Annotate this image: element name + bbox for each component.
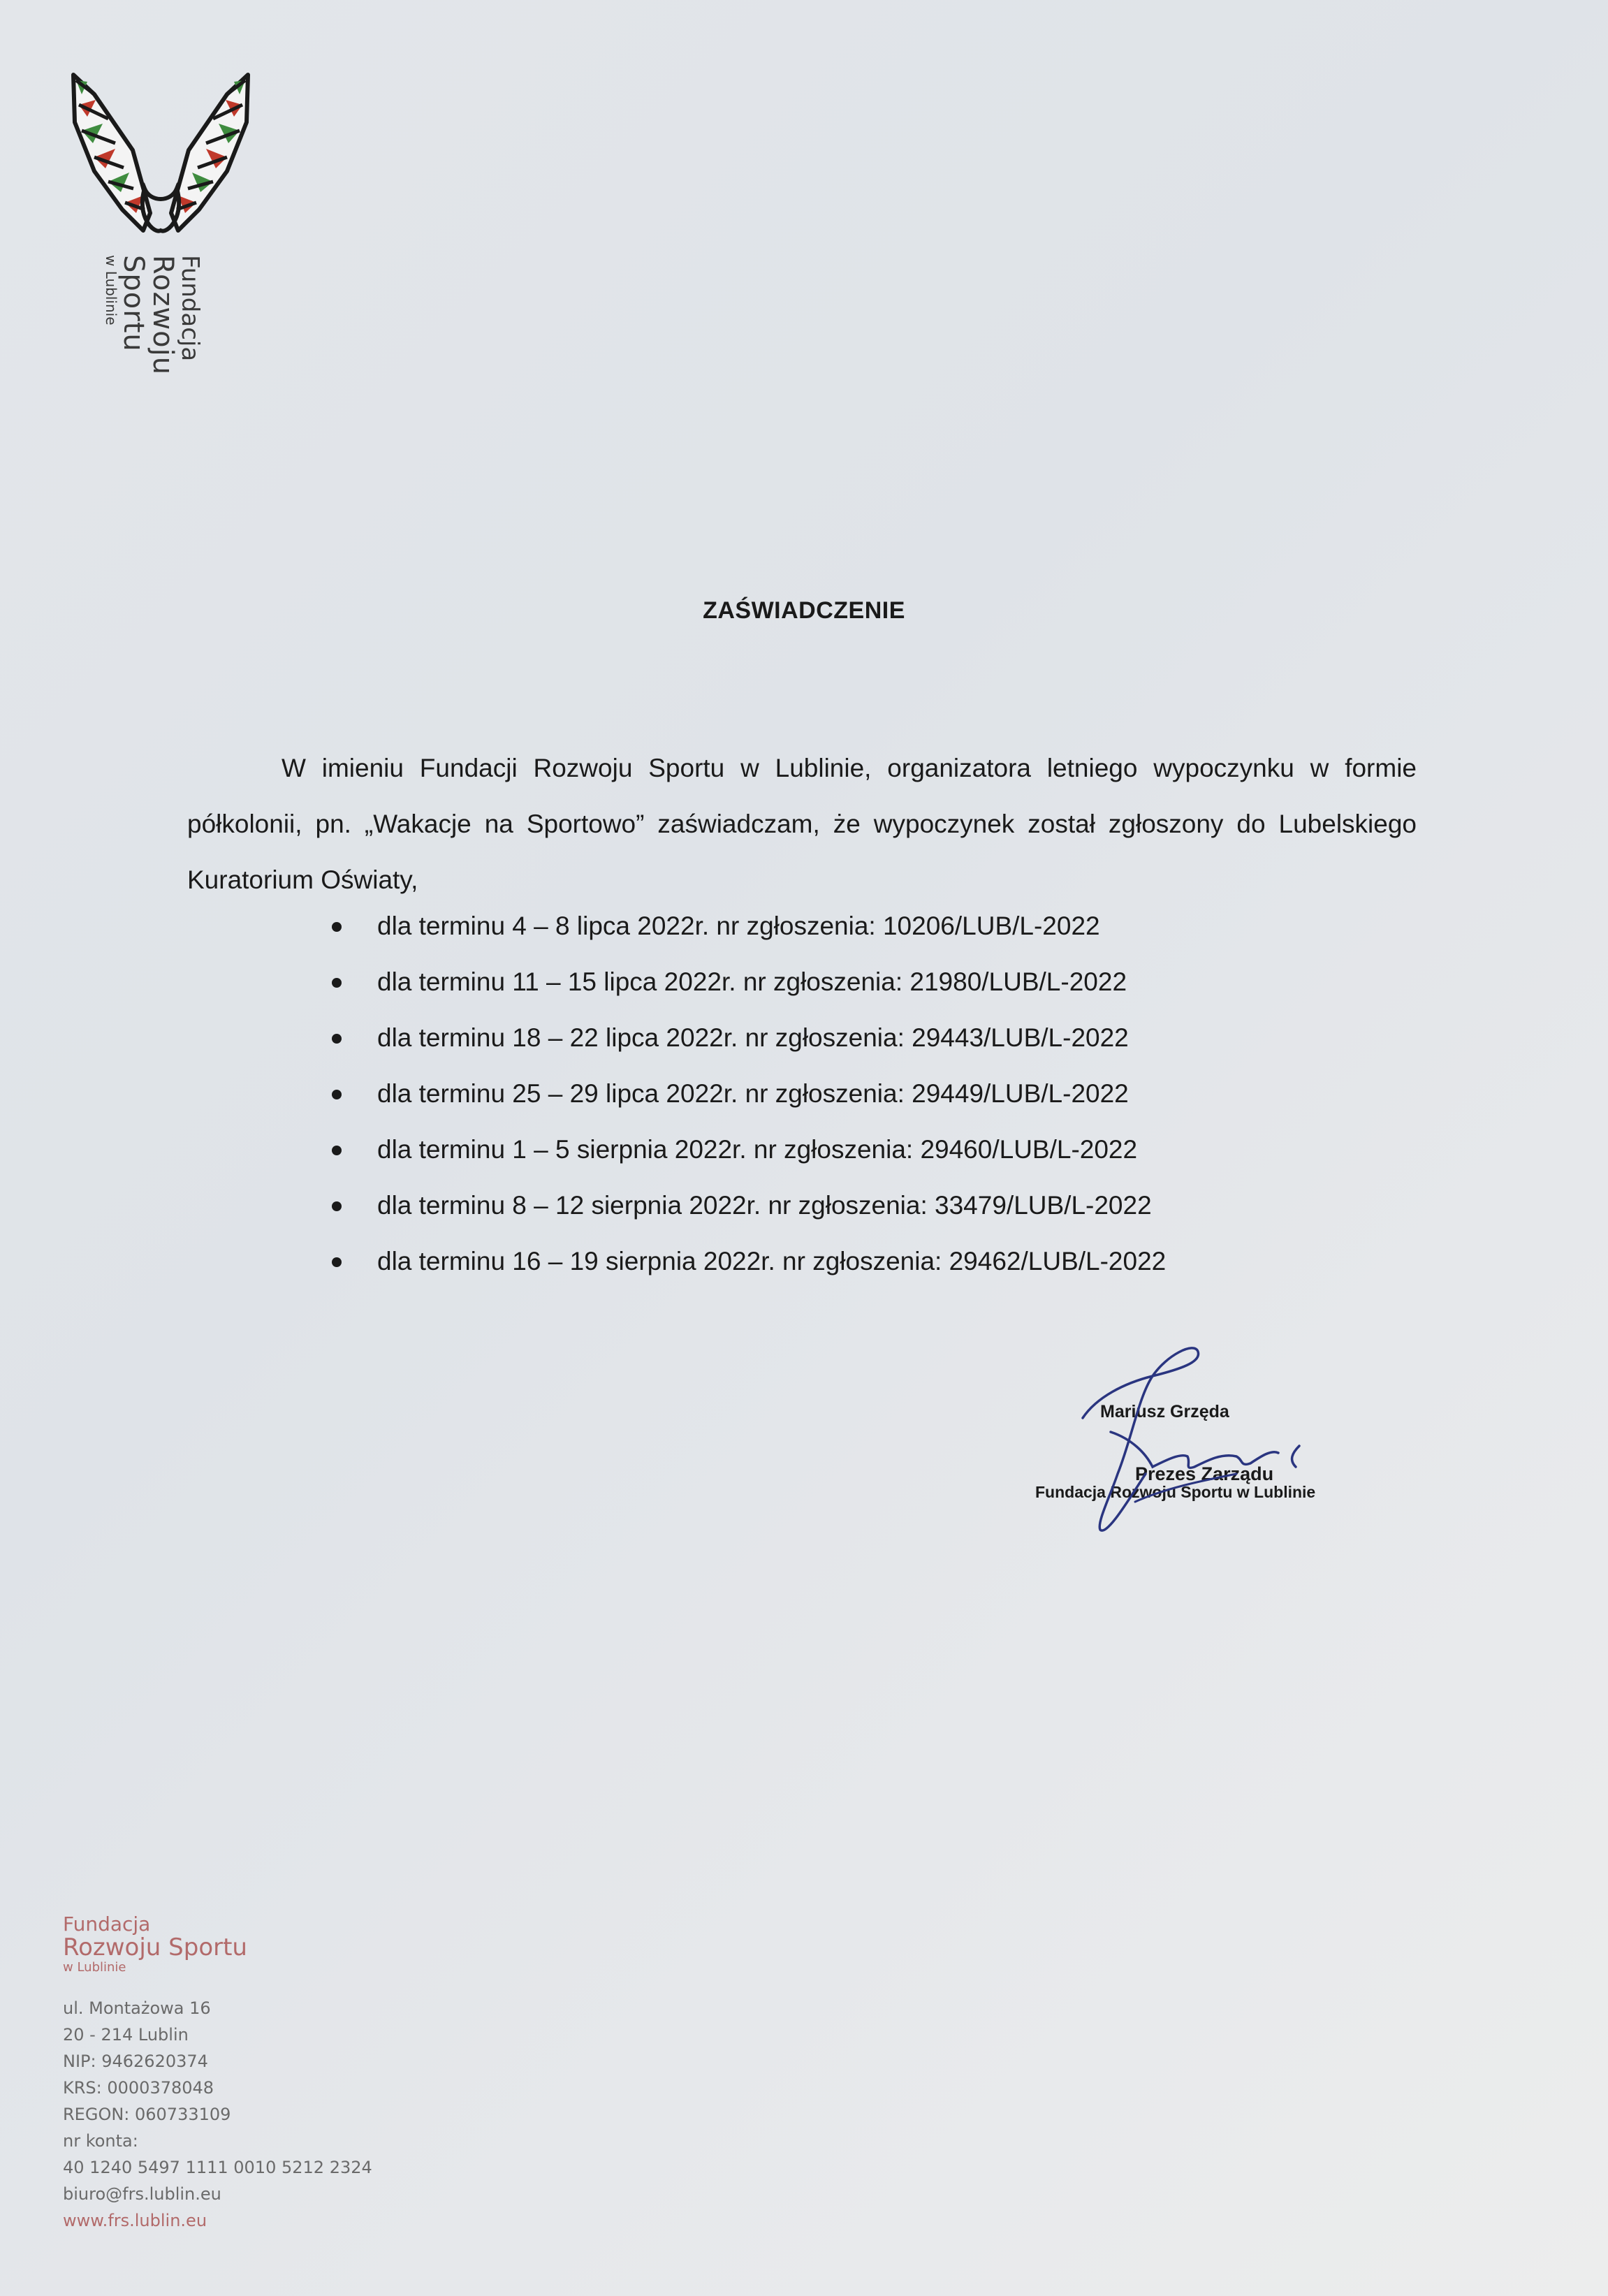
bullet-icon [332,978,342,988]
footer-krs: KRS: 0000378048 [63,2078,214,2098]
intro-paragraph: W imieniu Fundacji Rozwoju Sportu w Lublinie, organizatora letniego wypoczynku w formie półkolonii, pn. „Wakacje na Sportowo” zaświadczam, że wypoczynek został zgłoszony do Lubelskiego Kuratorium Oświaty, [187,754,1417,894]
document-title: ZAŚWIADCZENIE [703,597,905,624]
footer-org-line-1: Fundacja [63,1913,151,1936]
list-item [328,963,1166,1018]
footer-contact [63,1914,372,2234]
footer-address: ul. Montażowa 16 [63,1998,211,2018]
list-item [328,1074,1166,1130]
bullet-icon [332,1034,342,1044]
footer-org-line-2: Rozwoju Sportu [63,1933,247,1961]
term-text: dla terminu 25 – 29 lipca 2022r. nr zgłoszenia: 29449/LUB/L-2022 [377,1079,1129,1108]
bullet-icon [332,1090,342,1099]
footer-account-number: 40 1240 5497 1111 0010 5212 2324 [63,2158,372,2177]
left-wing-icon [73,75,150,231]
terms-list [328,907,1166,1298]
list-item [328,907,1166,963]
footer-org-line-3: w Lublinie [63,1960,126,1975]
foundation-logo [66,66,255,248]
logo-line-2: Rozwoju Sportu [117,255,179,376]
bullet-icon [332,1201,342,1211]
handwritten-signature [1069,1334,1334,1544]
footer-regon: REGON: 060733109 [63,2105,231,2124]
logo-wordmark [103,255,204,465]
right-wing-icon [171,75,248,231]
footer-city: 20 - 214 Lublin [63,2025,189,2045]
bullet-icon [332,922,342,932]
logo-line-3: w Lublinie [103,255,119,326]
list-item [328,1018,1166,1074]
signer-name: Mariusz Grzęda [1100,1402,1229,1421]
list-item [328,1130,1166,1186]
term-text: dla terminu 18 – 22 lipca 2022r. nr zgłoszenia: 29443/LUB/L-2022 [377,1023,1129,1052]
footer-website[interactable]: www.frs.lublin.eu [63,2211,207,2230]
bullet-icon [332,1257,342,1267]
term-text: dla terminu 4 – 8 lipca 2022r. nr zgłoszenia: 10206/LUB/L-2022 [377,912,1100,940]
term-text: dla terminu 11 – 15 lipca 2022r. nr zgłoszenia: 21980/LUB/L-2022 [377,967,1127,996]
list-item [328,1186,1166,1242]
list-item [328,1242,1166,1298]
signer-organization: Fundacja Rozwoju Sportu w Lublinie [1035,1483,1316,1501]
term-text: dla terminu 1 – 5 sierpnia 2022r. nr zgłoszenia: 29460/LUB/L-2022 [377,1135,1138,1164]
term-text: dla terminu 16 – 19 sierpnia 2022r. nr zgłoszenia: 29462/LUB/L-2022 [377,1247,1167,1275]
footer-nip: NIP: 9462620374 [63,2052,208,2071]
footer-email[interactable]: biuro@frs.lublin.eu [63,2184,221,2204]
term-text: dla terminu 8 – 12 sierpnia 2022r. nr zgłoszenia: 33479/LUB/L-2022 [377,1191,1152,1220]
logo-line-1: Fundacja [176,255,204,362]
footer-account-label: nr konta: [63,2131,138,2151]
bullet-icon [332,1146,342,1155]
signer-role: Prezes Zarządu [1135,1463,1274,1484]
